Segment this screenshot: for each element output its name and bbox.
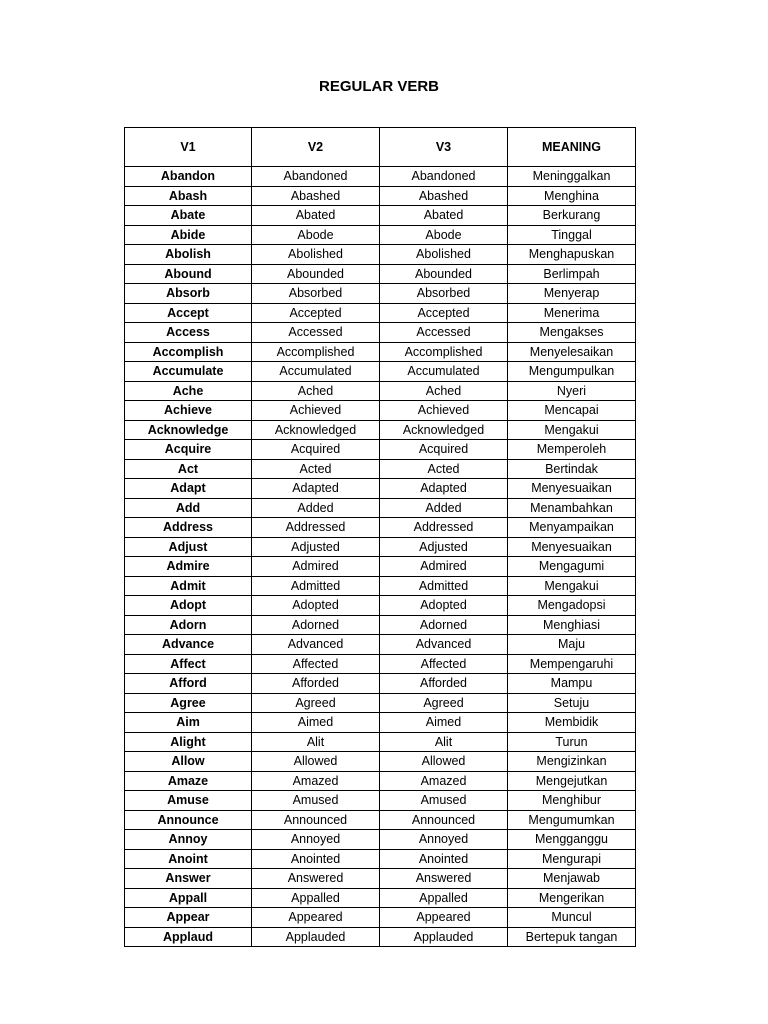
- cell-v3: Added: [380, 498, 508, 518]
- cell-meaning: Mengakui: [508, 576, 636, 596]
- cell-v1: Anoint: [125, 849, 252, 869]
- cell-v2: Adjusted: [252, 537, 380, 557]
- cell-meaning: Turun: [508, 732, 636, 752]
- cell-v1: Accept: [125, 303, 252, 323]
- table-row: [125, 576, 636, 596]
- cell-v1: Aim: [125, 713, 252, 733]
- cell-v2: Acknowledged: [252, 420, 380, 440]
- cell-v2: Admired: [252, 557, 380, 577]
- cell-v3: Adopted: [380, 596, 508, 616]
- cell-v3: Admired: [380, 557, 508, 577]
- table-row: [125, 479, 636, 499]
- cell-v2: Amused: [252, 791, 380, 811]
- cell-v3: Amused: [380, 791, 508, 811]
- cell-v1: Abate: [125, 206, 252, 226]
- header-meaning: MEANING: [508, 128, 636, 167]
- cell-meaning: Bertepuk tangan: [508, 927, 636, 947]
- cell-v2: Appeared: [252, 908, 380, 928]
- cell-v2: Answered: [252, 869, 380, 889]
- cell-v1: Ache: [125, 381, 252, 401]
- table-row: [125, 830, 636, 850]
- cell-meaning: Mengurapi: [508, 849, 636, 869]
- cell-v3: Abolished: [380, 245, 508, 265]
- cell-v1: Adopt: [125, 596, 252, 616]
- table-row: [125, 420, 636, 440]
- cell-v1: Admire: [125, 557, 252, 577]
- table-row: [125, 284, 636, 304]
- cell-v1: Abandon: [125, 167, 252, 187]
- cell-v3: Adjusted: [380, 537, 508, 557]
- table-row: [125, 693, 636, 713]
- cell-meaning: Menghibur: [508, 791, 636, 811]
- cell-v1: Appall: [125, 888, 252, 908]
- cell-v3: Abated: [380, 206, 508, 226]
- cell-meaning: Menyampaikan: [508, 518, 636, 538]
- cell-v2: Accomplished: [252, 342, 380, 362]
- cell-v1: Allow: [125, 752, 252, 772]
- cell-v3: Alit: [380, 732, 508, 752]
- table-row: [125, 459, 636, 479]
- cell-v3: Answered: [380, 869, 508, 889]
- cell-meaning: Tinggal: [508, 225, 636, 245]
- cell-v1: Affect: [125, 654, 252, 674]
- cell-meaning: Berlimpah: [508, 264, 636, 284]
- cell-meaning: Mengejutkan: [508, 771, 636, 791]
- cell-meaning: Bertindak: [508, 459, 636, 479]
- cell-v1: Appear: [125, 908, 252, 928]
- cell-meaning: Meninggalkan: [508, 167, 636, 187]
- table-row: [125, 596, 636, 616]
- cell-v2: Abolished: [252, 245, 380, 265]
- cell-v1: Abolish: [125, 245, 252, 265]
- cell-v1: Acknowledge: [125, 420, 252, 440]
- table-row: [125, 167, 636, 187]
- cell-meaning: Maju: [508, 635, 636, 655]
- cell-v2: Anointed: [252, 849, 380, 869]
- table-row: [125, 732, 636, 752]
- cell-meaning: Mengumpulkan: [508, 362, 636, 382]
- table-row: [125, 635, 636, 655]
- table-row: [125, 615, 636, 635]
- cell-v3: Amazed: [380, 771, 508, 791]
- cell-v1: Access: [125, 323, 252, 343]
- cell-v1: Accomplish: [125, 342, 252, 362]
- cell-meaning: Nyeri: [508, 381, 636, 401]
- cell-meaning: Menambahkan: [508, 498, 636, 518]
- table-row: [125, 518, 636, 538]
- table-row: [125, 206, 636, 226]
- cell-v2: Afforded: [252, 674, 380, 694]
- cell-meaning: Mengizinkan: [508, 752, 636, 772]
- cell-v3: Afforded: [380, 674, 508, 694]
- cell-meaning: Mengerikan: [508, 888, 636, 908]
- cell-v1: Alight: [125, 732, 252, 752]
- cell-v2: Accumulated: [252, 362, 380, 382]
- cell-v2: Acquired: [252, 440, 380, 460]
- cell-v3: Accepted: [380, 303, 508, 323]
- cell-v3: Affected: [380, 654, 508, 674]
- cell-v2: Adopted: [252, 596, 380, 616]
- table-row: [125, 323, 636, 343]
- cell-v2: Abandoned: [252, 167, 380, 187]
- cell-v2: Announced: [252, 810, 380, 830]
- cell-v2: Abated: [252, 206, 380, 226]
- cell-v3: Appeared: [380, 908, 508, 928]
- header-v2: V2: [252, 128, 380, 167]
- cell-v3: Absorbed: [380, 284, 508, 304]
- cell-v2: Abashed: [252, 186, 380, 206]
- cell-v1: Adorn: [125, 615, 252, 635]
- cell-v2: Absorbed: [252, 284, 380, 304]
- cell-v1: Announce: [125, 810, 252, 830]
- cell-v3: Announced: [380, 810, 508, 830]
- table-row: [125, 264, 636, 284]
- header-v1: V1: [125, 128, 252, 167]
- cell-v2: Abounded: [252, 264, 380, 284]
- cell-meaning: Mengakui: [508, 420, 636, 440]
- cell-meaning: Muncul: [508, 908, 636, 928]
- cell-meaning: Menerima: [508, 303, 636, 323]
- cell-v3: Agreed: [380, 693, 508, 713]
- cell-v2: Adapted: [252, 479, 380, 499]
- cell-v3: Acted: [380, 459, 508, 479]
- cell-v2: Alit: [252, 732, 380, 752]
- cell-v2: Agreed: [252, 693, 380, 713]
- cell-v2: Ached: [252, 381, 380, 401]
- cell-meaning: Menyelesaikan: [508, 342, 636, 362]
- cell-v2: Abode: [252, 225, 380, 245]
- cell-v2: Appalled: [252, 888, 380, 908]
- cell-v3: Acquired: [380, 440, 508, 460]
- cell-v3: Addressed: [380, 518, 508, 538]
- table-row: [125, 401, 636, 421]
- cell-meaning: Menjawab: [508, 869, 636, 889]
- cell-v3: Abandoned: [380, 167, 508, 187]
- cell-v3: Abode: [380, 225, 508, 245]
- table-row: [125, 303, 636, 323]
- page-title: REGULAR VERB: [318, 78, 439, 95]
- cell-meaning: Menghapuskan: [508, 245, 636, 265]
- table-body: [125, 167, 636, 947]
- cell-meaning: Menghina: [508, 186, 636, 206]
- cell-v1: Add: [125, 498, 252, 518]
- cell-meaning: Mengganggu: [508, 830, 636, 850]
- cell-v3: Accomplished: [380, 342, 508, 362]
- cell-v3: Ached: [380, 381, 508, 401]
- table-row: [125, 849, 636, 869]
- cell-meaning: Membidik: [508, 713, 636, 733]
- cell-v3: Adorned: [380, 615, 508, 635]
- cell-v3: Accessed: [380, 323, 508, 343]
- cell-meaning: Menghiasi: [508, 615, 636, 635]
- cell-v1: Address: [125, 518, 252, 538]
- cell-v2: Achieved: [252, 401, 380, 421]
- cell-v1: Applaud: [125, 927, 252, 947]
- table-row: [125, 888, 636, 908]
- cell-v2: Amazed: [252, 771, 380, 791]
- table-row: [125, 381, 636, 401]
- table-row: [125, 674, 636, 694]
- table-row: [125, 810, 636, 830]
- table-row: [125, 771, 636, 791]
- table-row: [125, 245, 636, 265]
- cell-v1: Absorb: [125, 284, 252, 304]
- cell-v1: Abound: [125, 264, 252, 284]
- cell-meaning: Mempengaruhi: [508, 654, 636, 674]
- cell-v1: Afford: [125, 674, 252, 694]
- cell-v3: Advanced: [380, 635, 508, 655]
- cell-meaning: Mengadopsi: [508, 596, 636, 616]
- table-row: [125, 342, 636, 362]
- table-row: [125, 362, 636, 382]
- table-row: [125, 654, 636, 674]
- cell-meaning: Berkurang: [508, 206, 636, 226]
- table-row: [125, 557, 636, 577]
- cell-v2: Allowed: [252, 752, 380, 772]
- cell-v1: Achieve: [125, 401, 252, 421]
- cell-v1: Agree: [125, 693, 252, 713]
- table-row: [125, 791, 636, 811]
- cell-v3: Annoyed: [380, 830, 508, 850]
- cell-v3: Accumulated: [380, 362, 508, 382]
- table-row: [125, 225, 636, 245]
- cell-v3: Acknowledged: [380, 420, 508, 440]
- cell-v2: Affected: [252, 654, 380, 674]
- table-row: [125, 927, 636, 947]
- cell-v1: Adjust: [125, 537, 252, 557]
- verb-table: [124, 127, 636, 947]
- cell-meaning: Mampu: [508, 674, 636, 694]
- cell-v3: Applauded: [380, 927, 508, 947]
- table-row: [125, 186, 636, 206]
- cell-v1: Abash: [125, 186, 252, 206]
- cell-v3: Achieved: [380, 401, 508, 421]
- table-row: [125, 869, 636, 889]
- table-row: [125, 537, 636, 557]
- cell-v1: Admit: [125, 576, 252, 596]
- cell-v1: Advance: [125, 635, 252, 655]
- cell-v2: Accepted: [252, 303, 380, 323]
- cell-v3: Abounded: [380, 264, 508, 284]
- table-row: [125, 713, 636, 733]
- table-row: [125, 908, 636, 928]
- cell-meaning: Menyerap: [508, 284, 636, 304]
- cell-v3: Appalled: [380, 888, 508, 908]
- cell-v3: Abashed: [380, 186, 508, 206]
- cell-meaning: Menyesuaikan: [508, 537, 636, 557]
- cell-v1: Accumulate: [125, 362, 252, 382]
- cell-v2: Admitted: [252, 576, 380, 596]
- cell-v3: Allowed: [380, 752, 508, 772]
- table-row: [125, 752, 636, 772]
- cell-v2: Aimed: [252, 713, 380, 733]
- cell-v3: Adapted: [380, 479, 508, 499]
- cell-v1: Amaze: [125, 771, 252, 791]
- cell-meaning: Setuju: [508, 693, 636, 713]
- cell-meaning: Memperoleh: [508, 440, 636, 460]
- header-v3: V3: [380, 128, 508, 167]
- cell-v2: Annoyed: [252, 830, 380, 850]
- cell-v1: Adapt: [125, 479, 252, 499]
- cell-v2: Applauded: [252, 927, 380, 947]
- table-header-row: [125, 128, 636, 167]
- cell-v2: Advanced: [252, 635, 380, 655]
- cell-v1: Answer: [125, 869, 252, 889]
- cell-meaning: Mencapai: [508, 401, 636, 421]
- cell-v3: Anointed: [380, 849, 508, 869]
- cell-v1: Acquire: [125, 440, 252, 460]
- cell-v3: Admitted: [380, 576, 508, 596]
- table-row: [125, 498, 636, 518]
- cell-meaning: Mengumumkan: [508, 810, 636, 830]
- cell-v2: Adorned: [252, 615, 380, 635]
- cell-meaning: Mengakses: [508, 323, 636, 343]
- cell-meaning: Mengagumi: [508, 557, 636, 577]
- cell-v1: Annoy: [125, 830, 252, 850]
- cell-v2: Acted: [252, 459, 380, 479]
- cell-meaning: Menyesuaikan: [508, 479, 636, 499]
- cell-v2: Addressed: [252, 518, 380, 538]
- table-row: [125, 440, 636, 460]
- cell-v1: Act: [125, 459, 252, 479]
- cell-v3: Aimed: [380, 713, 508, 733]
- cell-v2: Added: [252, 498, 380, 518]
- cell-v2: Accessed: [252, 323, 380, 343]
- cell-v1: Amuse: [125, 791, 252, 811]
- cell-v1: Abide: [125, 225, 252, 245]
